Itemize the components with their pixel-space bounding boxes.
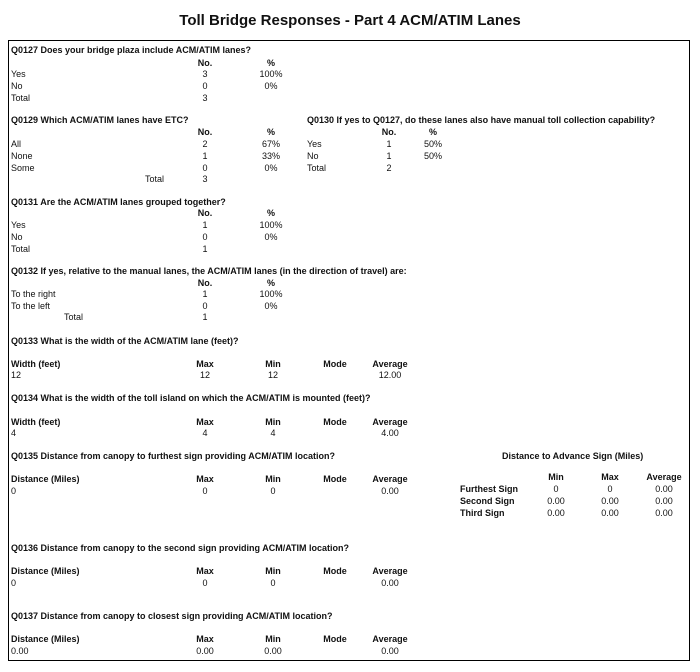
col-header-no: No. <box>197 208 213 218</box>
col-header-min: Min <box>265 417 281 427</box>
row-value: 12 <box>11 370 22 380</box>
col-header-average: Average <box>372 417 408 427</box>
col-header-no: No. <box>381 127 397 137</box>
sign-label: Second Sign <box>460 496 515 506</box>
sign-average: 0.00 <box>655 484 673 494</box>
row-header: Width (feet) <box>11 417 61 427</box>
row-value: 4 <box>11 428 17 438</box>
col-header-average: Average <box>372 634 408 644</box>
row-label: All <box>11 139 22 149</box>
question-q0127: Q0127 Does your bridge plaza include ACM/ATIM lanes? <box>11 45 252 55</box>
max-value: 12 <box>199 370 210 380</box>
row-percent: 100% <box>259 69 283 79</box>
col-header-min: Min <box>548 472 564 482</box>
col-header-mode: Mode <box>323 474 347 484</box>
min-value: 0 <box>270 578 276 588</box>
sign-min: 0.00 <box>547 496 565 506</box>
row-label: No <box>307 151 319 161</box>
col-header-no: No. <box>197 58 213 68</box>
col-header-no: No. <box>197 127 213 137</box>
row-count: 1 <box>202 244 208 254</box>
row-count: 3 <box>202 93 208 103</box>
question-q0132: Q0132 If yes, relative to the manual lanes, the ACM/ATIM lanes (in the direction of travel) are: <box>11 266 407 276</box>
col-header-max: Max <box>196 474 214 484</box>
row-value: 0 <box>11 486 17 496</box>
sign-label: Third Sign <box>460 508 505 518</box>
row-label: Total <box>11 93 31 103</box>
question-q0135: Q0135 Distance from canopy to furthest sign providing ACM/ATIM location? <box>11 451 336 461</box>
row-percent: 0% <box>264 163 278 173</box>
min-value: 4 <box>270 428 276 438</box>
row-label: Some <box>11 163 35 173</box>
average-value: 4.00 <box>381 428 399 438</box>
row-count: 0 <box>202 163 208 173</box>
col-header-pct: % <box>266 278 275 288</box>
row-count: 0 <box>202 81 208 91</box>
col-header-mode: Mode <box>323 634 347 644</box>
col-header-mode: Mode <box>323 566 347 576</box>
row-percent: 0% <box>264 301 278 311</box>
col-header-average: Average <box>646 472 682 482</box>
row-count: 2 <box>202 139 208 149</box>
col-header-no: No. <box>197 278 213 288</box>
row-header: Distance (Miles) <box>11 634 80 644</box>
row-percent: 0% <box>264 232 278 242</box>
total-label: Total <box>64 312 84 322</box>
average-value: 0.00 <box>381 646 399 656</box>
row-label: No <box>11 232 23 242</box>
max-value: 0 <box>202 486 208 496</box>
row-value: 0.00 <box>11 646 29 656</box>
col-header-pct: % <box>428 127 437 137</box>
row-percent: 50% <box>423 151 442 161</box>
row-header: Distance (Miles) <box>11 566 80 576</box>
row-label: Yes <box>307 139 322 149</box>
row-count: 1 <box>386 151 392 161</box>
advance-sign-title: Distance to Advance Sign (Miles) <box>502 451 644 461</box>
row-label: To the left <box>11 301 51 311</box>
page-title: Toll Bridge Responses - Part 4 ACM/ATIM Lanes <box>179 12 521 29</box>
row-header: Distance (Miles) <box>11 474 80 484</box>
col-header-pct: % <box>266 58 275 68</box>
row-percent: 33% <box>261 151 280 161</box>
report-frame <box>8 40 690 661</box>
row-count: 0 <box>202 301 208 311</box>
min-value: 12 <box>267 370 278 380</box>
average-value: 12.00 <box>378 370 402 380</box>
col-header-max: Max <box>196 359 214 369</box>
col-header-max: Max <box>196 634 214 644</box>
row-label: Total <box>11 244 31 254</box>
min-value: 0.00 <box>264 646 282 656</box>
row-label: No <box>11 81 23 91</box>
min-value: 0 <box>270 486 276 496</box>
col-header-min: Min <box>265 566 281 576</box>
row-label: Yes <box>11 220 26 230</box>
col-header-pct: % <box>266 208 275 218</box>
question-q0131: Q0131 Are the ACM/ATIM lanes grouped together? <box>11 197 226 207</box>
question-q0137: Q0137 Distance from canopy to closest sign providing ACM/ATIM location? <box>11 611 333 621</box>
row-label: None <box>11 151 33 161</box>
col-header-mode: Mode <box>323 359 347 369</box>
sign-average: 0.00 <box>655 508 673 518</box>
sign-max: 0 <box>607 484 613 494</box>
row-count: 1 <box>202 151 208 161</box>
total-count: 1 <box>202 312 208 322</box>
col-header-average: Average <box>372 474 408 484</box>
row-percent: 100% <box>259 220 283 230</box>
col-header-mode: Mode <box>323 417 347 427</box>
row-label: Total <box>307 163 327 173</box>
row-value: 0 <box>11 578 17 588</box>
question-q0134: Q0134 What is the width of the toll island on which the ACM/ATIM is mounted (feet)? <box>11 393 371 403</box>
col-header-max: Max <box>196 417 214 427</box>
question-q0129: Q0129 Which ACM/ATIM lanes have ETC? <box>11 115 189 125</box>
row-percent: 50% <box>423 139 442 149</box>
sign-average: 0.00 <box>655 496 673 506</box>
total-label: Total <box>145 174 165 184</box>
col-header-max: Max <box>196 566 214 576</box>
row-label: To the right <box>11 289 56 299</box>
sign-label: Furthest Sign <box>460 484 518 494</box>
col-header-average: Average <box>372 359 408 369</box>
question-q0133: Q0133 What is the width of the ACM/ATIM lane (feet)? <box>11 336 239 346</box>
average-value: 0.00 <box>381 578 399 588</box>
max-value: 4 <box>202 428 208 438</box>
row-percent: 0% <box>264 81 278 91</box>
row-count: 1 <box>202 289 208 299</box>
max-value: 0.00 <box>196 646 214 656</box>
question-q0130: Q0130 If yes to Q0127, do these lanes also have manual toll collection capability? <box>307 115 656 125</box>
sign-max: 0.00 <box>601 508 619 518</box>
row-count: 0 <box>202 232 208 242</box>
row-label: Yes <box>11 69 26 79</box>
question-q0136: Q0136 Distance from canopy to the second sign providing ACM/ATIM location? <box>11 543 350 553</box>
col-header-average: Average <box>372 566 408 576</box>
col-header-min: Min <box>265 359 281 369</box>
row-header: Width (feet) <box>11 359 61 369</box>
max-value: 0 <box>202 578 208 588</box>
col-header-max: Max <box>601 472 619 482</box>
row-count: 1 <box>386 139 392 149</box>
sign-max: 0.00 <box>601 496 619 506</box>
row-count: 1 <box>202 220 208 230</box>
sign-min: 0.00 <box>547 508 565 518</box>
row-percent: 100% <box>259 289 283 299</box>
col-header-pct: % <box>266 127 275 137</box>
col-header-min: Min <box>265 474 281 484</box>
average-value: 0.00 <box>381 486 399 496</box>
col-header-min: Min <box>265 634 281 644</box>
row-count: 2 <box>386 163 392 173</box>
row-percent: 67% <box>261 139 280 149</box>
row-count: 3 <box>202 69 208 79</box>
sign-min: 0 <box>553 484 559 494</box>
total-count: 3 <box>202 174 208 184</box>
